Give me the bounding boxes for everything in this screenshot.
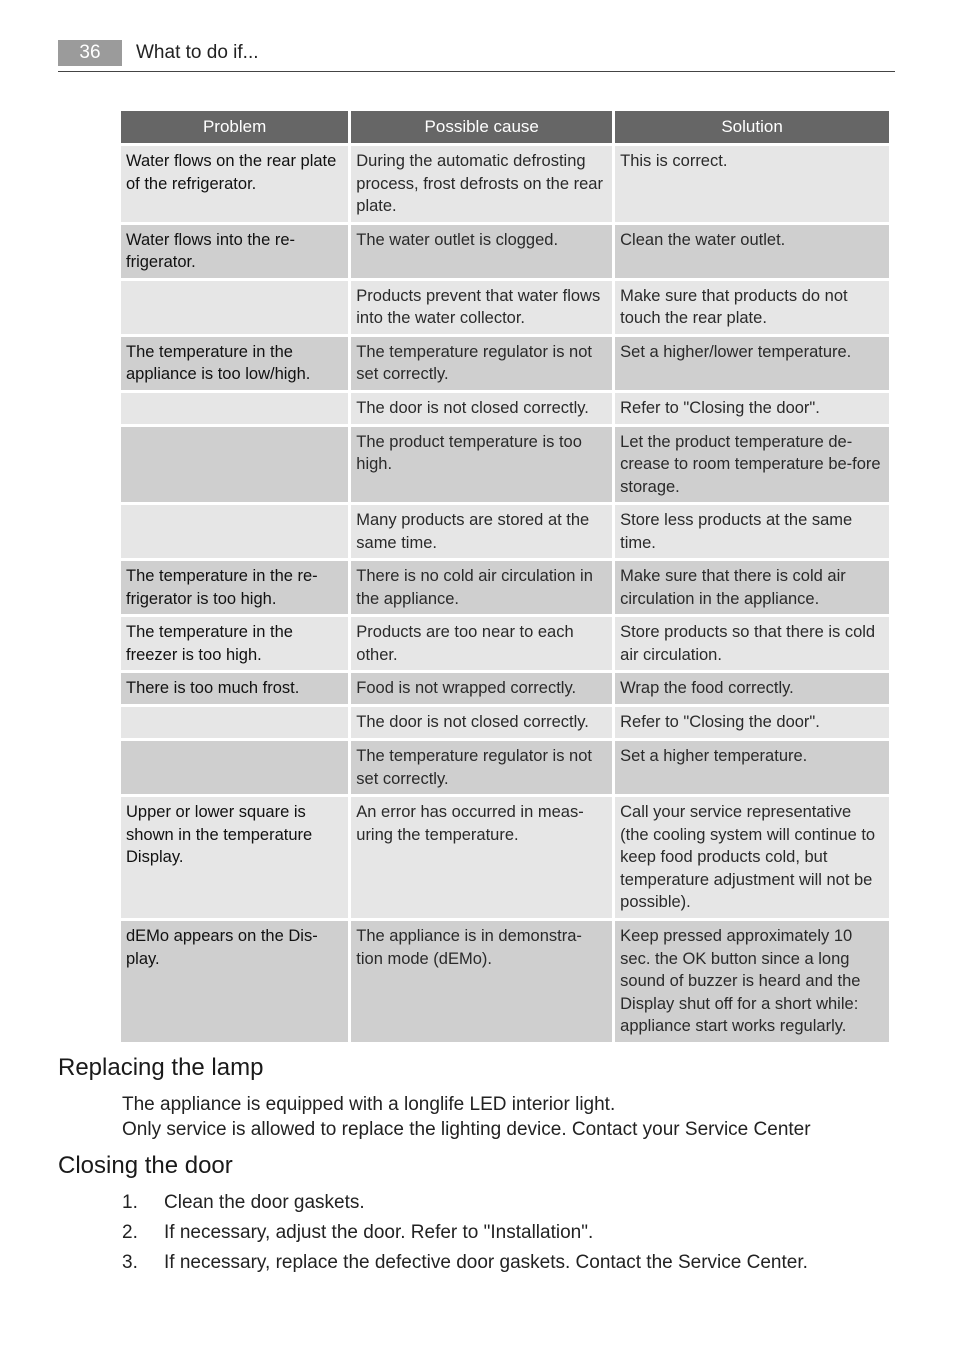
table-row [121,673,889,704]
solution-cell: Keep pressed approximately 10 sec. the OK button since a long sound of buzzer is heard and the Display shut off for a short while: appliance start works regularly. [615,921,889,1042]
problem-cell: There is too much frost. [121,673,348,704]
problem-cell [121,281,348,334]
problem-cell [121,741,348,794]
section-title-replacing-lamp: Replacing the lamp [58,1054,264,1081]
table-header-row [121,111,889,143]
list-item [122,1220,808,1250]
cause-cell: Products prevent that water flows into the water collector. [351,281,612,334]
list-item [122,1250,808,1280]
table-row [121,393,889,424]
table-row [121,146,889,222]
cause-cell: Food is not wrapped correctly. [351,673,612,704]
cause-cell: The temperature regulator is not set correctly. [351,741,612,794]
solution-cell: Make sure that products do not touch the rear plate. [615,281,889,334]
cause-cell: The door is not closed correctly. [351,707,612,738]
column-header-cause: Possible cause [351,111,612,143]
page-number: 36 [58,40,122,66]
troubleshooting-table [118,108,892,1045]
problem-cell: The temperature in the re-frigerator is too high. [121,561,348,614]
problem-cell [121,393,348,424]
table-row [121,921,889,1042]
problem-cell: The temperature in the freezer is too high. [121,617,348,670]
cause-cell: An error has occurred in meas-uring the temperature. [351,797,612,918]
solution-cell: Call your service representative (the cooling system will continue to keep food products cold, but temperature adjustment will not be possible). [615,797,889,918]
solution-cell: This is correct. [615,146,889,222]
cause-cell: Products are too near to each other. [351,617,612,670]
cause-cell: The door is not closed correctly. [351,393,612,424]
lamp-paragraph-2: Only service is allowed to replace the lighting device. Contact your Service Center [122,1119,811,1140]
table-row [121,337,889,390]
table-row [121,561,889,614]
problem-cell [121,505,348,558]
solution-cell: Make sure that there is cold air circulation in the appliance. [615,561,889,614]
column-header-solution: Solution [615,111,889,143]
solution-cell: Wrap the food correctly. [615,673,889,704]
table-row [121,617,889,670]
cause-cell: There is no cold air circulation in the appliance. [351,561,612,614]
step-text: If necessary, adjust the door. Refer to "Installation". [164,1222,594,1243]
step-text: If necessary, replace the defective door gaskets. Contact the Service Center. [164,1252,808,1273]
table-row [121,741,889,794]
cause-cell: During the automatic defrosting process, frost defrosts on the rear plate. [351,146,612,222]
solution-cell: Set a higher temperature. [615,741,889,794]
solution-cell: Store products so that there is cold air circulation. [615,617,889,670]
table-row [121,505,889,558]
problem-cell [121,427,348,503]
cause-cell: The appliance is in demonstra-tion mode (dEMo). [351,921,612,1042]
problem-cell: Water flows into the re-frigerator. [121,225,348,278]
solution-cell: Let the product temperature de-crease to room temperature be-fore storage. [615,427,889,503]
cause-cell: The water outlet is clogged. [351,225,612,278]
step-number: 1. [122,1192,138,1213]
section-title-closing-door: Closing the door [58,1152,233,1179]
cause-cell: Many products are stored at the same time. [351,505,612,558]
list-item [122,1190,808,1220]
problem-cell: Upper or lower square is shown in the temperature Display. [121,797,348,918]
solution-cell: Refer to "Closing the door". [615,707,889,738]
problem-cell: The temperature in the appliance is too low/high. [121,337,348,390]
table-row [121,225,889,278]
step-number: 2. [122,1222,138,1243]
door-steps-list [122,1190,808,1280]
page-header [58,40,895,72]
chapter-title: What to do if... [136,42,259,63]
problem-cell [121,707,348,738]
table-row [121,281,889,334]
cause-cell: The temperature regulator is not set correctly. [351,337,612,390]
solution-cell: Store less products at the same time. [615,505,889,558]
cause-cell: The product temperature is too high. [351,427,612,503]
solution-cell: Clean the water outlet. [615,225,889,278]
solution-cell: Refer to "Closing the door". [615,393,889,424]
problem-cell: dEMo appears on the Dis-play. [121,921,348,1042]
table-row [121,707,889,738]
lamp-paragraph-1: The appliance is equipped with a longlife LED interior light. [122,1094,616,1115]
solution-cell: Set a higher/lower temperature. [615,337,889,390]
problem-cell: Water flows on the rear plate of the refrigerator. [121,146,348,222]
step-text: Clean the door gaskets. [164,1192,365,1213]
column-header-problem: Problem [121,111,348,143]
step-number: 3. [122,1252,138,1273]
table-row [121,797,889,918]
table-row [121,427,889,503]
